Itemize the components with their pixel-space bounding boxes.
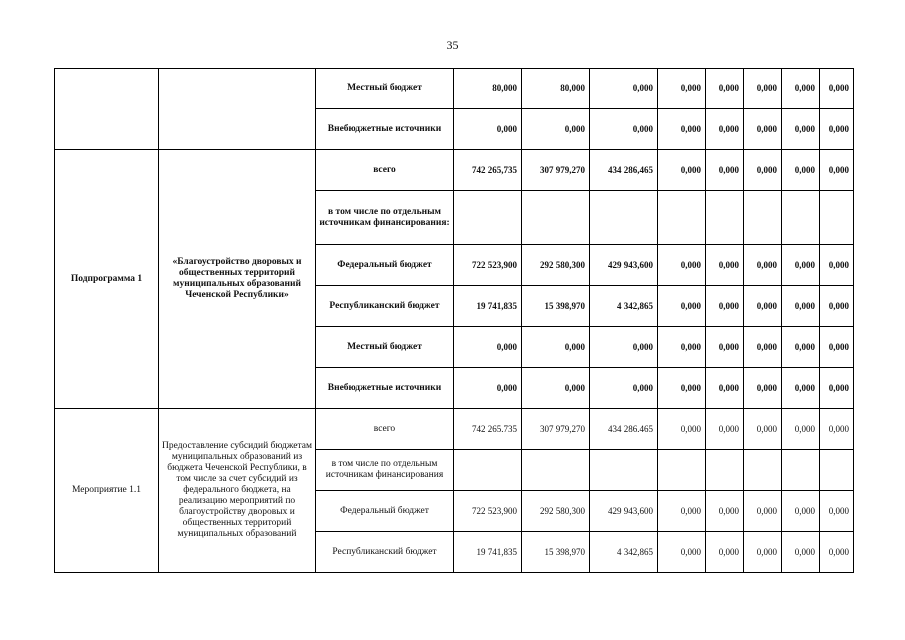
value-cell: 0,000 — [454, 327, 522, 368]
value-cell: 0,000 — [820, 150, 854, 191]
funding-source: Внебюджетные источники — [316, 368, 454, 409]
funding-source: Местный бюджет — [316, 327, 454, 368]
value-cell — [820, 191, 854, 245]
funding-source: Местный бюджет — [316, 69, 454, 109]
value-cell: 0,000 — [454, 109, 522, 150]
value-cell: 0,000 — [782, 69, 820, 109]
value-cell: 0,000 — [820, 245, 854, 286]
value-cell: 0,000 — [706, 532, 744, 573]
value-cell — [454, 191, 522, 245]
value-cell: 0,000 — [706, 368, 744, 409]
value-cell: 0,000 — [706, 409, 744, 450]
value-cell: 0,000 — [744, 109, 782, 150]
value-cell: 0,000 — [658, 409, 706, 450]
value-cell: 15 398,970 — [522, 532, 590, 573]
value-cell: 0,000 — [820, 109, 854, 150]
value-cell: 722 523,900 — [454, 245, 522, 286]
value-cell: 0,000 — [782, 532, 820, 573]
value-cell: 80,000 — [522, 69, 590, 109]
value-cell: 0,000 — [820, 532, 854, 573]
value-cell: 0,000 — [744, 409, 782, 450]
value-cell: 0,000 — [782, 245, 820, 286]
funding-source: в том числе по отдельным источникам финансирования: — [316, 191, 454, 245]
funding-source: Внебюджетные источники — [316, 109, 454, 150]
value-cell: 0,000 — [782, 150, 820, 191]
value-cell: 0,000 — [658, 532, 706, 573]
value-cell — [454, 450, 522, 491]
value-cell: 0,000 — [658, 286, 706, 327]
value-cell: 0,000 — [782, 327, 820, 368]
value-cell: 722 523,900 — [454, 491, 522, 532]
value-cell — [658, 450, 706, 491]
measure-status: Мероприятие 1.1 — [55, 409, 159, 573]
value-cell — [522, 450, 590, 491]
value-cell: 434 286.465 — [590, 409, 658, 450]
funding-source: всего — [316, 150, 454, 191]
funding-source: Федеральный бюджет — [316, 245, 454, 286]
value-cell: 0,000 — [706, 69, 744, 109]
value-cell — [782, 450, 820, 491]
value-cell: 0,000 — [820, 69, 854, 109]
funding-source: Федеральный бюджет — [316, 491, 454, 532]
value-cell: 0,000 — [522, 368, 590, 409]
value-cell: 0,000 — [658, 109, 706, 150]
value-cell: 0,000 — [782, 409, 820, 450]
value-cell: 307 979,270 — [522, 150, 590, 191]
value-cell — [658, 191, 706, 245]
value-cell: 0,000 — [658, 368, 706, 409]
value-cell — [706, 450, 744, 491]
value-cell: 0,000 — [782, 286, 820, 327]
table-row — [55, 69, 854, 109]
measure-name: Предоставление субсидий бюджетам муниципальных образований из бюджета Чеченской Республики, в том числе за счет субсидий из федерального бюджета, на реализацию мероприятий по благоустройству дворовых и общественных территорий муниципальных образований — [159, 409, 316, 573]
status-cell-continued — [55, 69, 159, 150]
value-cell: 0,000 — [744, 532, 782, 573]
value-cell — [744, 191, 782, 245]
budget-table — [54, 68, 854, 573]
value-cell: 742 265.735 — [454, 409, 522, 450]
value-cell: 434 286,465 — [590, 150, 658, 191]
page-number: 35 — [446, 38, 459, 52]
value-cell: 0,000 — [706, 109, 744, 150]
name-cell-continued — [159, 69, 316, 150]
value-cell — [744, 450, 782, 491]
value-cell: 0,000 — [658, 69, 706, 109]
value-cell: 0,000 — [658, 150, 706, 191]
value-cell: 292 580,300 — [522, 491, 590, 532]
value-cell: 0,000 — [706, 245, 744, 286]
value-cell: 0,000 — [820, 286, 854, 327]
value-cell: 0,000 — [706, 327, 744, 368]
value-cell: 0,000 — [658, 327, 706, 368]
value-cell: 0,000 — [744, 245, 782, 286]
value-cell — [706, 191, 744, 245]
value-cell: 0,000 — [454, 368, 522, 409]
value-cell: 0,000 — [744, 491, 782, 532]
value-cell — [522, 191, 590, 245]
funding-source: Республиканский бюджет — [316, 532, 454, 573]
value-cell: 4 342,865 — [590, 286, 658, 327]
value-cell: 0,000 — [706, 150, 744, 191]
value-cell: 0,000 — [706, 491, 744, 532]
table-row — [55, 409, 854, 450]
value-cell: 0,000 — [820, 491, 854, 532]
value-cell: 0,000 — [820, 409, 854, 450]
value-cell: 0,000 — [590, 69, 658, 109]
value-cell: 0,000 — [590, 109, 658, 150]
subprogram-status: Подпрограмма 1 — [55, 150, 159, 409]
value-cell: 0,000 — [658, 245, 706, 286]
value-cell: 0,000 — [782, 109, 820, 150]
funding-source: всего — [316, 409, 454, 450]
value-cell: 0,000 — [782, 491, 820, 532]
value-cell: 307 979,270 — [522, 409, 590, 450]
value-cell: 0,000 — [744, 69, 782, 109]
value-cell: 0,000 — [744, 286, 782, 327]
value-cell: 0,000 — [522, 109, 590, 150]
value-cell: 0,000 — [590, 368, 658, 409]
value-cell — [782, 191, 820, 245]
value-cell — [590, 450, 658, 491]
value-cell: 0,000 — [706, 286, 744, 327]
value-cell: 0,000 — [744, 150, 782, 191]
value-cell — [590, 191, 658, 245]
value-cell: 15 398,970 — [522, 286, 590, 327]
funding-source: Республиканский бюджет — [316, 286, 454, 327]
value-cell: 0,000 — [744, 368, 782, 409]
value-cell: 19 741,835 — [454, 286, 522, 327]
value-cell: 0,000 — [522, 327, 590, 368]
value-cell: 0,000 — [658, 491, 706, 532]
value-cell: 4 342,865 — [590, 532, 658, 573]
value-cell: 80,000 — [454, 69, 522, 109]
value-cell: 429 943,600 — [590, 491, 658, 532]
value-cell: 0,000 — [744, 327, 782, 368]
subprogram-name: «Благоустройство дворовых и общественных территорий муниципальных образований Чеченской Республики» — [159, 150, 316, 409]
funding-source: в том числе по отдельным источникам финансирования — [316, 450, 454, 491]
value-cell: 0,000 — [820, 368, 854, 409]
value-cell: 742 265,735 — [454, 150, 522, 191]
value-cell: 292 580,300 — [522, 245, 590, 286]
table-row — [55, 150, 854, 191]
value-cell: 429 943,600 — [590, 245, 658, 286]
value-cell: 0,000 — [820, 327, 854, 368]
value-cell — [820, 450, 854, 491]
value-cell: 0,000 — [590, 327, 658, 368]
value-cell: 0,000 — [782, 368, 820, 409]
value-cell: 19 741,835 — [454, 532, 522, 573]
